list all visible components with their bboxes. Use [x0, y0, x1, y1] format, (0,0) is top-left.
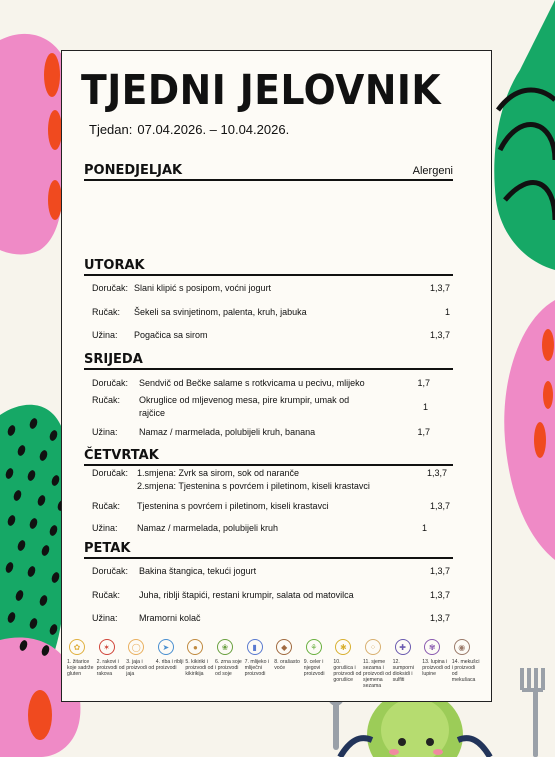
polka-dot	[48, 623, 58, 636]
meal-row: Doručak: 1.smjena: Zvrk sa sirom, sok od naranče 2.smjena: Tjestenina s povrćem i piletinom, kiseli krastavci 1,3,7	[92, 468, 447, 491]
week-date-row	[89, 122, 289, 137]
allergen-legend-item	[422, 639, 451, 677]
allergen-legend-item	[155, 639, 184, 671]
allergen-legend-item	[126, 639, 155, 677]
allergen-caption: 10. gorušica i proizvodi od gorušice	[333, 659, 362, 683]
sesame-icon: ⁘	[365, 639, 381, 655]
meal-row: Ručak: Okruglice od mljevenog mesa, pire krumpir, umak od rajčice 1	[92, 395, 428, 418]
soy-icon: ❀	[217, 639, 233, 655]
fish-icon: ➤	[158, 639, 174, 655]
polka-dot	[14, 589, 24, 602]
allergen-legend-item	[451, 639, 480, 683]
page-title: TJEDNI JELOVNIK	[81, 66, 442, 114]
allergen-legend-item	[274, 639, 300, 671]
allergen-caption: 4. riba i riblji proizvodi	[155, 659, 184, 671]
menu-card: TJEDNI JELOVNIK Tjedan: 07.04.2026. – 10.04.2026. PONEDJELJAK Alergeni UTORAK Doručak: Slani klipić s posipom, voćni jogurt 1,3,7 Ručak: Šekeli sa svinjetinom, palenta, kruh, jabuka 1 Užina: Pogačica sa sirom 1,3,7 SRIJEDA Doručak: Sendvič od Bečke salame s rotkvicama u pecivu, mlijeko 1,7 Ručak: Okruglice od mljevenog mesa, pire krumpir, umak od rajčice 1 Užina: Namaz / marmelada, polubijeli kruh, banana 1,7 ČETVRTAK Doručak: 1.smjena: Zvrk sa sirom, sok od naranče 2.smjena: Tjestenina s povrćem i piletinom, kiseli krastavci 1,3,7 Ručak: Tjestenina s povrćem i piletinom, kiseli krastavci 1,3,7 Užina: Namaz / marmelada, polubijeli kruh 1 PETAK Doručak: Bakina štangica, tekući jogurt 1,3,7 Ručak: Juha, riblji štapići, restani krumpir, salata od matovilca 1,3,7 Užina: Mramorni kolač 1,3,7 ✿ 1. žitarice koje sadrže gluten ✶ 2. rakovi i proizvodi od rakova ◯ 3. jaja i proizvodi od jaja ➤ 4. riba i riblji proizvodi ● 5. kikiriki i proizvodi od kikirikija ❀ 6. zrna soje i proizvodi od soje ▮ 7. mlijeko i mliječni proizvodi ◆ 8. orašasto voće ⚘ 9. celer i njegovi proizvodi ✱ 10. gorušica i proizvodi od gorušice ⁘ 11. sjeme sezama i proizvodi od sjemena sezama ✚ 12. sumporni dioksidi i sulfiti ✾ 13. lupina i proizvodi od lupine ◉ 14. mekušci i proizvodi od mekušaca	[61, 50, 492, 702]
allergen-caption: 2. rakovi i proizvodi od rakova	[96, 659, 125, 677]
polka-dot	[38, 449, 48, 462]
day-heading-friday: PETAK	[84, 541, 453, 559]
peanut-icon: ●	[187, 639, 203, 655]
allergen-caption: 9. celer i njegovi proizvodi	[303, 659, 325, 677]
mustard-icon: ✱	[335, 639, 351, 655]
polka-dot	[28, 417, 38, 430]
polka-dot	[40, 544, 50, 557]
allergen-legend	[67, 639, 487, 697]
polka-dot	[12, 489, 22, 502]
allergen-caption: 12. sumporni dioksidi i sulfiti	[392, 659, 414, 683]
allergen-legend-item	[363, 639, 391, 689]
polka-dot	[40, 644, 50, 657]
allergen-legend-item	[96, 639, 125, 677]
polka-dot	[48, 524, 58, 537]
polka-dot	[28, 617, 38, 630]
wheat-icon: ✿	[69, 639, 85, 655]
allergen-legend-item	[185, 639, 214, 677]
allergen-legend-item	[304, 639, 326, 677]
allergen-column-header: Alergeni	[412, 165, 453, 177]
allergen-caption: 5. kikiriki i proizvodi od kikirikija	[185, 659, 214, 677]
polka-dot	[38, 594, 48, 607]
day-heading-tuesday: UTORAK	[84, 258, 453, 276]
allergen-caption: 1. žitarice koje sadrže gluten	[67, 659, 94, 677]
day-heading-thursday: ČETVRTAK	[84, 448, 453, 466]
allergen-caption: 13. lupina i proizvodi od lupine	[422, 659, 451, 677]
polka-dot	[36, 494, 46, 507]
crab-icon: ✶	[99, 639, 115, 655]
milk-icon: ▮	[247, 639, 263, 655]
week-label: Tjedan:	[89, 122, 133, 137]
polka-dot	[50, 474, 60, 487]
allergen-caption: 14. mekušci i proizvodi od mekušaca	[451, 659, 480, 683]
allergen-caption: 7. mlijeko i mliječni proizvodi	[244, 659, 270, 677]
polka-dot	[28, 517, 38, 530]
allergen-caption: 8. orašasto voće	[274, 659, 300, 671]
allergen-legend-item	[67, 639, 94, 677]
polka-dot	[6, 514, 16, 527]
allergen-caption: 11. sjeme sezama i proizvodi od sjemena sezama	[363, 659, 391, 689]
polka-dot	[48, 429, 58, 442]
polka-dot	[4, 561, 14, 574]
allergen-legend-item	[244, 639, 270, 677]
polka-dot	[4, 467, 14, 480]
allergen-caption: 6. zrna soje i proizvodi od soje	[215, 659, 242, 677]
polka-dot	[6, 611, 16, 624]
polka-dot	[6, 424, 16, 437]
egg-icon: ◯	[128, 639, 144, 655]
day-heading-wednesday: SRIJEDA	[84, 352, 453, 370]
mollusc-icon: ◉	[454, 639, 470, 655]
allergen-caption: 3. jaja i proizvodi od jaja	[126, 659, 155, 677]
celery-icon: ⚘	[306, 639, 322, 655]
polka-dot	[26, 565, 36, 578]
polka-dot	[26, 469, 36, 482]
nut-icon: ◆	[276, 639, 292, 655]
allergen-legend-item	[333, 639, 362, 683]
polka-dot	[16, 444, 26, 457]
day-heading-monday: PONEDJELJAK Alergeni	[84, 163, 453, 181]
week-range: 07.04.2026. – 10.04.2026.	[137, 122, 290, 137]
polka-dot	[50, 571, 60, 584]
sulphite-icon: ✚	[395, 639, 411, 655]
polka-dot	[18, 639, 28, 652]
lupin-icon: ✾	[424, 639, 440, 655]
allergen-legend-item	[215, 639, 242, 677]
allergen-legend-item	[393, 639, 415, 683]
polka-dot	[16, 539, 26, 552]
